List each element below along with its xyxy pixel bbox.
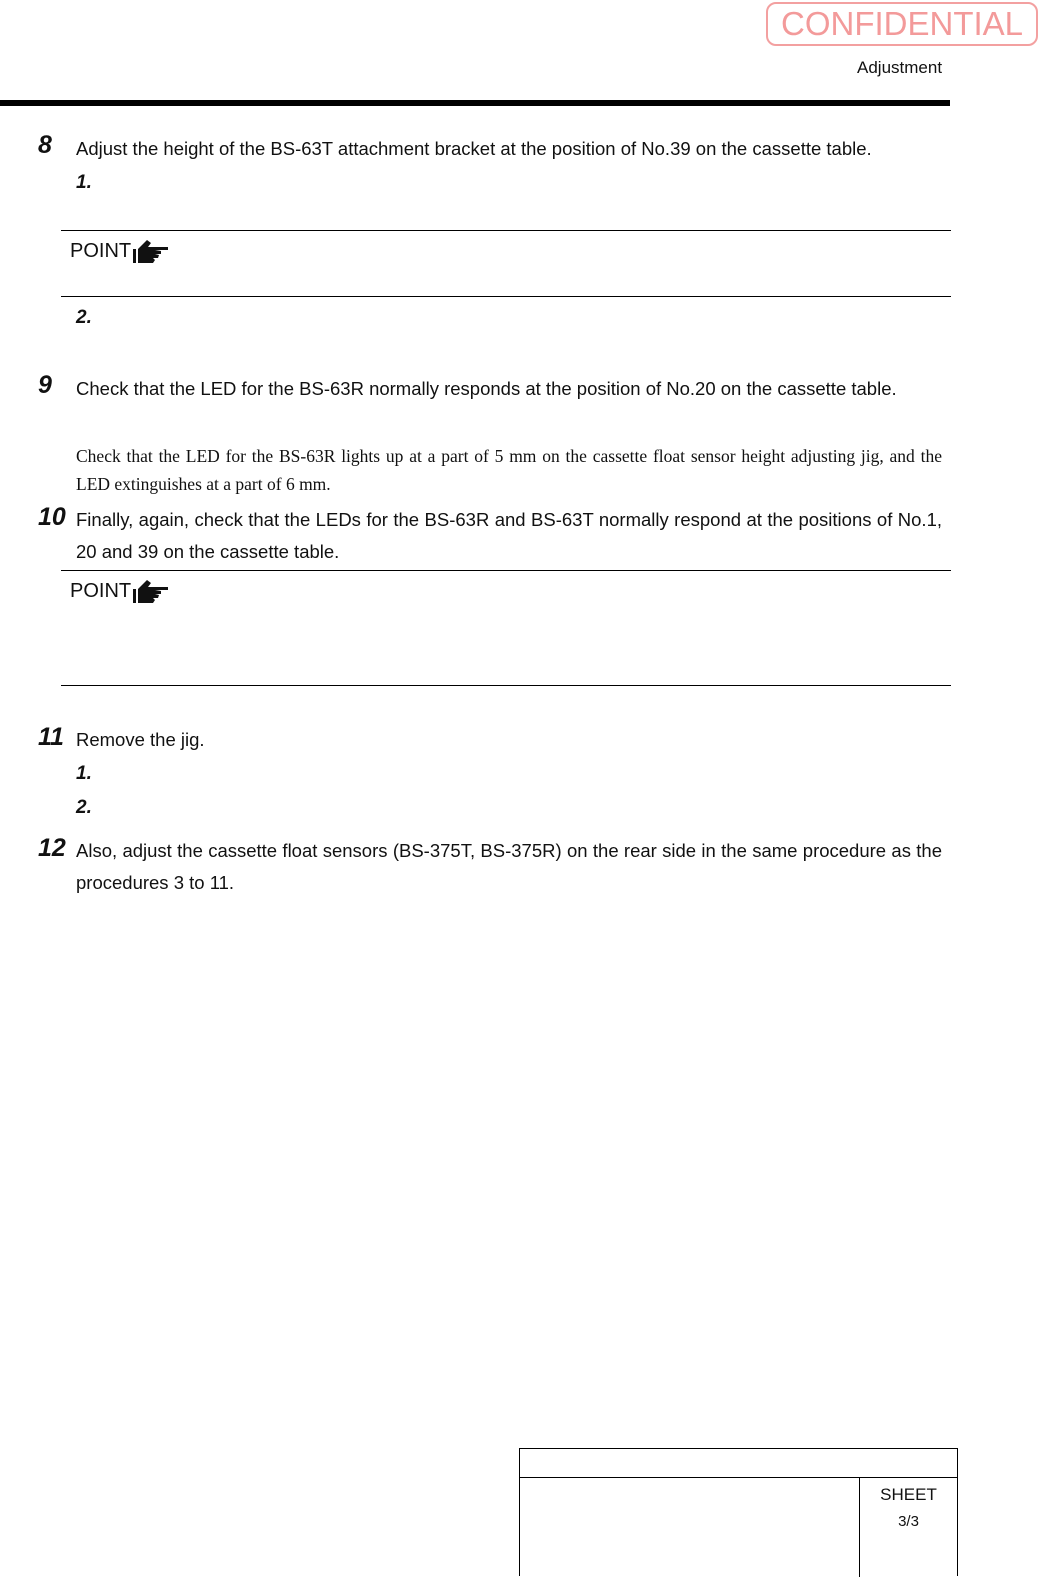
section-title: Adjustment xyxy=(857,58,943,77)
substep-label: 2. xyxy=(76,797,92,818)
step-note: Check that the LED for the BS-63R lights up at a part of 5 mm on the cassette float sensor height adjusting jig, and the LED extinguishes at a part of 6 mm. xyxy=(76,446,942,494)
title-block-divider xyxy=(520,1477,957,1478)
step-number: 10 xyxy=(38,503,66,531)
step-text: Adjust the height of the BS-63T attachment bracket at the position of No.39 on the cassette table. xyxy=(76,138,872,159)
step-number: 8 xyxy=(38,131,52,159)
sheet-label: SHEET xyxy=(880,1485,937,1504)
title-block xyxy=(519,1448,958,1576)
confidential-stamp: CONFIDENTIAL xyxy=(766,2,1038,46)
point-label: POINT xyxy=(70,579,132,602)
step-text: Also, adjust the cassette float sensors (BS-375T, BS-375R) on the rear side in the same procedure as the procedures 3 to 11. xyxy=(76,840,942,893)
point-box xyxy=(70,577,171,605)
step-text: Finally, again, check that the LEDs for the BS-63R and BS-63T normally respond at the positions of No.1, 20 and 39 on the cassette table. xyxy=(76,509,942,562)
point-divider xyxy=(61,570,951,571)
point-label: POINT xyxy=(70,239,132,262)
point-divider xyxy=(61,685,951,686)
substep-label: 2. xyxy=(76,307,92,328)
point-divider xyxy=(61,296,951,297)
pointing-hand-icon xyxy=(131,577,171,605)
sheet-number: 3/3 xyxy=(898,1513,919,1530)
pointing-hand-icon xyxy=(131,237,171,265)
step-text: Remove the jig. xyxy=(76,729,205,750)
point-box xyxy=(70,237,171,265)
step-number: 9 xyxy=(38,371,52,399)
step-number: 12 xyxy=(38,834,66,862)
substep-label: 1. xyxy=(76,763,92,784)
substep-label: 1. xyxy=(76,172,92,193)
step-number: 11 xyxy=(38,723,64,751)
point-divider xyxy=(61,230,951,231)
header-rule xyxy=(0,100,950,106)
step-text: Check that the LED for the BS-63R normally responds at the position of No.20 on the cassette table. xyxy=(76,378,897,399)
